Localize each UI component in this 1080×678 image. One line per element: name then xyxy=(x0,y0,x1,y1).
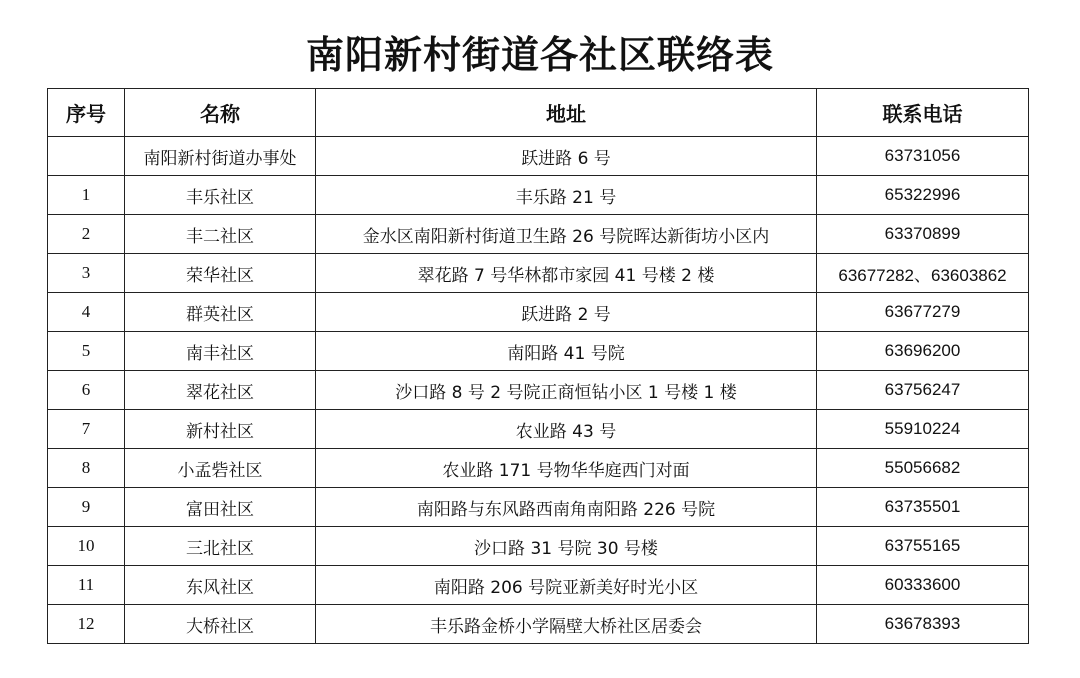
cell-phone: 55056682 xyxy=(817,449,1029,488)
table-row xyxy=(48,605,1029,644)
cell-address: 跃进路 2 号 xyxy=(316,293,817,332)
cell-phone: 55910224 xyxy=(817,410,1029,449)
cell-index: 3 xyxy=(48,254,125,293)
cell-phone: 63756247 xyxy=(817,371,1029,410)
cell-address: 沙口路 8 号 2 号院正商恒钻小区 1 号楼 1 楼 xyxy=(316,371,817,410)
cell-name: 富田社区 xyxy=(125,488,316,527)
cell-name: 大桥社区 xyxy=(125,605,316,644)
cell-address: 翠花路 7 号华林都市家园 41 号楼 2 楼 xyxy=(316,254,817,293)
table-row xyxy=(48,488,1029,527)
cell-phone: 65322996 xyxy=(817,176,1029,215)
cell-address: 农业路 43 号 xyxy=(316,410,817,449)
table-row xyxy=(48,449,1029,488)
cell-index: 9 xyxy=(48,488,125,527)
cell-phone: 63370899 xyxy=(817,215,1029,254)
contact-table xyxy=(47,88,1029,644)
page-title: 南阳新村街道各社区联络表 xyxy=(305,33,774,77)
table-row xyxy=(48,332,1029,371)
cell-index xyxy=(48,137,125,176)
cell-phone: 63677279 xyxy=(817,293,1029,332)
cell-index: 6 xyxy=(48,371,125,410)
cell-name: 群英社区 xyxy=(125,293,316,332)
cell-address: 南阳路 206 号院亚新美好时光小区 xyxy=(316,566,817,605)
table-row xyxy=(48,215,1029,254)
cell-name: 荣华社区 xyxy=(125,254,316,293)
cell-name: 东风社区 xyxy=(125,566,316,605)
table-row xyxy=(48,254,1029,293)
cell-phone: 63696200 xyxy=(817,332,1029,371)
table-row xyxy=(48,527,1029,566)
cell-name: 丰二社区 xyxy=(125,215,316,254)
cell-index: 1 xyxy=(48,176,125,215)
cell-name: 三北社区 xyxy=(125,527,316,566)
table-row xyxy=(48,137,1029,176)
table-row xyxy=(48,371,1029,410)
header-index: 序号 xyxy=(48,89,125,137)
header-address: 地址 xyxy=(316,89,817,137)
cell-name: 南丰社区 xyxy=(125,332,316,371)
cell-index: 8 xyxy=(48,449,125,488)
cell-name: 丰乐社区 xyxy=(125,176,316,215)
cell-address: 沙口路 31 号院 30 号楼 xyxy=(316,527,817,566)
table-header-row xyxy=(48,89,1029,137)
cell-name: 新村社区 xyxy=(125,410,316,449)
cell-address: 跃进路 6 号 xyxy=(316,137,817,176)
cell-address: 金水区南阳新村街道卫生路 26 号院晖达新街坊小区内 xyxy=(316,215,817,254)
cell-phone: 63677282、63603862 xyxy=(817,254,1029,293)
table-row xyxy=(48,566,1029,605)
cell-address: 丰乐路金桥小学隔壁大桥社区居委会 xyxy=(316,605,817,644)
cell-index: 10 xyxy=(48,527,125,566)
cell-index: 7 xyxy=(48,410,125,449)
cell-phone: 63755165 xyxy=(817,527,1029,566)
cell-phone: 60333600 xyxy=(817,566,1029,605)
cell-name: 翠花社区 xyxy=(125,371,316,410)
cell-index: 4 xyxy=(48,293,125,332)
header-name: 名称 xyxy=(125,89,316,137)
cell-address: 南阳路与东风路西南角南阳路 226 号院 xyxy=(316,488,817,527)
table-row xyxy=(48,410,1029,449)
table-row xyxy=(48,176,1029,215)
cell-phone: 63735501 xyxy=(817,488,1029,527)
cell-index: 2 xyxy=(48,215,125,254)
cell-address: 农业路 171 号物华华庭西门对面 xyxy=(316,449,817,488)
cell-address: 丰乐路 21 号 xyxy=(316,176,817,215)
cell-phone: 63678393 xyxy=(817,605,1029,644)
cell-index: 11 xyxy=(48,566,125,605)
cell-name: 小孟砦社区 xyxy=(125,449,316,488)
table-row xyxy=(48,293,1029,332)
cell-index: 12 xyxy=(48,605,125,644)
cell-phone: 63731056 xyxy=(817,137,1029,176)
header-phone: 联系电话 xyxy=(817,89,1029,137)
cell-name: 南阳新村街道办事处 xyxy=(125,137,316,176)
cell-address: 南阳路 41 号院 xyxy=(316,332,817,371)
cell-index: 5 xyxy=(48,332,125,371)
